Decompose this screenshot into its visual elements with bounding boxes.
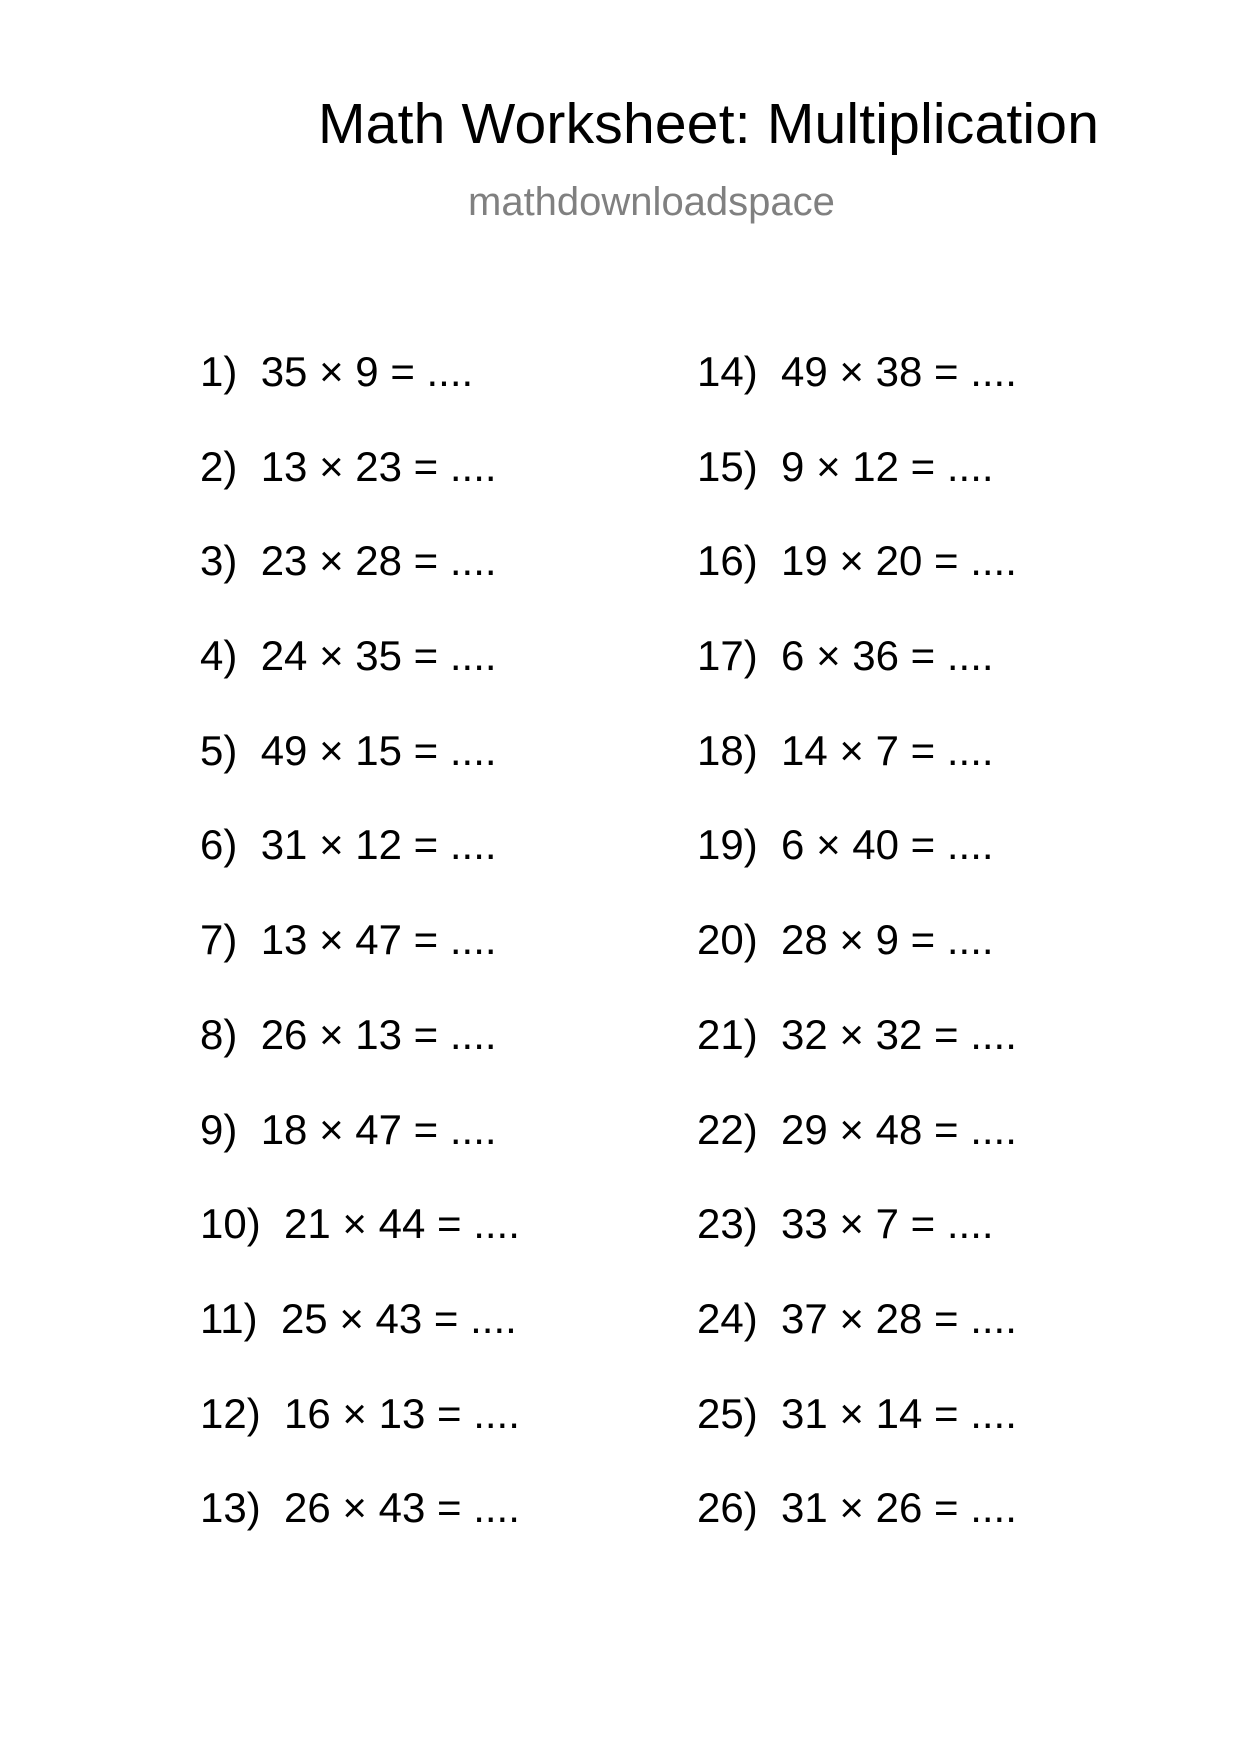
problem-expression: 6 × 40 = ....: [781, 821, 994, 869]
problem-number: 15): [697, 442, 758, 490]
problem-item: [200, 727, 520, 822]
problem-expression: 16 × 13 = ....: [284, 1389, 520, 1437]
problem-item: [697, 632, 1017, 727]
problem-number: 20): [697, 916, 758, 964]
problem-number: 8): [200, 1010, 238, 1058]
problem-item: [200, 1484, 520, 1579]
problem-expression: 33 × 7 = ....: [781, 1200, 994, 1248]
problem-number: 12): [200, 1389, 261, 1437]
problem-item: [200, 1295, 520, 1390]
problem-expression: 6 × 36 = ....: [781, 632, 994, 680]
problem-number: 13): [200, 1484, 261, 1532]
problem-item: [697, 348, 1017, 443]
problem-expression: 14 × 7 = ....: [781, 726, 994, 774]
problem-number: 17): [697, 632, 758, 680]
problem-item: [697, 821, 1017, 916]
problem-item: [697, 537, 1017, 632]
problem-expression: 32 × 32 = ....: [781, 1010, 1017, 1058]
problem-expression: 31 × 12 = ....: [260, 821, 497, 869]
problem-expression: 49 × 38 = ....: [781, 348, 1017, 395]
problem-expression: 26 × 13 = ....: [260, 1010, 497, 1058]
problem-expression: 9 × 12 = ....: [781, 442, 994, 490]
problem-expression: 13 × 23 = ....: [260, 442, 497, 490]
problem-expression: 35 × 9 = ....: [260, 348, 474, 395]
problem-expression: 21 × 44 = ....: [284, 1200, 520, 1248]
problem-number: 5): [200, 726, 238, 774]
problem-item: [200, 443, 520, 538]
problem-item: [200, 632, 520, 727]
problem-expression: 29 × 48 = ....: [781, 1105, 1017, 1153]
problem-expression: 18 × 47 = ....: [260, 1105, 497, 1153]
problem-number: 11): [200, 1294, 258, 1342]
problem-number: 10): [200, 1200, 261, 1248]
problem-number: 2): [200, 442, 238, 490]
problem-expression: 24 × 35 = ....: [260, 632, 497, 680]
problem-item: [697, 1295, 1017, 1390]
problem-number: 24): [697, 1294, 758, 1342]
problem-number: 3): [200, 537, 238, 585]
problem-number: 6): [200, 821, 238, 869]
problem-item: [200, 1106, 520, 1201]
problem-expression: 25 × 43 = ....: [280, 1294, 517, 1342]
problem-number: 25): [697, 1389, 758, 1437]
problem-expression: 37 × 28 = ....: [781, 1294, 1017, 1342]
problem-item: [697, 443, 1017, 538]
problem-number: 22): [697, 1105, 758, 1153]
problem-number: 26): [697, 1484, 758, 1532]
problem-number: 23): [697, 1200, 758, 1248]
problem-item: [697, 1484, 1017, 1579]
problem-item: [697, 1011, 1017, 1106]
problem-expression: 26 × 43 = ....: [284, 1484, 520, 1532]
problem-expression: 13 × 47 = ....: [260, 916, 497, 964]
problem-number: 9): [200, 1105, 238, 1153]
problem-number: 16): [697, 537, 758, 585]
problem-item: [200, 821, 520, 916]
problem-column-right: [697, 348, 1017, 1579]
problem-expression: 23 × 28 = ....: [260, 537, 497, 585]
problem-expression: 49 × 15 = ....: [260, 726, 497, 774]
problem-expression: 31 × 26 = ....: [781, 1484, 1017, 1532]
worksheet-title: Math Worksheet: Multiplication: [318, 92, 1100, 156]
problem-item: [200, 1390, 520, 1485]
problem-expression: 31 × 14 = ....: [781, 1389, 1017, 1437]
problem-number: 1): [200, 348, 238, 395]
problem-number: 14): [697, 348, 758, 395]
problem-number: 18): [697, 726, 758, 774]
problem-expression: 28 × 9 = ....: [781, 916, 994, 964]
problem-item: [200, 1200, 520, 1295]
worksheet-subtitle: mathdownloadspace: [468, 180, 835, 224]
problem-number: 7): [200, 916, 238, 964]
problem-item: [200, 1011, 520, 1106]
problem-item: [697, 727, 1017, 822]
problem-item: [200, 348, 520, 443]
problem-item: [697, 1200, 1017, 1295]
problem-item: [200, 916, 520, 1011]
problem-number: 21): [697, 1010, 758, 1058]
problem-column-left: [200, 348, 520, 1579]
problem-item: [697, 916, 1017, 1011]
problem-expression: 19 × 20 = ....: [781, 537, 1017, 585]
problem-item: [697, 1390, 1017, 1485]
problem-number: 19): [697, 821, 758, 869]
problem-item: [200, 537, 520, 632]
problem-number: 4): [200, 632, 238, 680]
problem-item: [697, 1106, 1017, 1201]
